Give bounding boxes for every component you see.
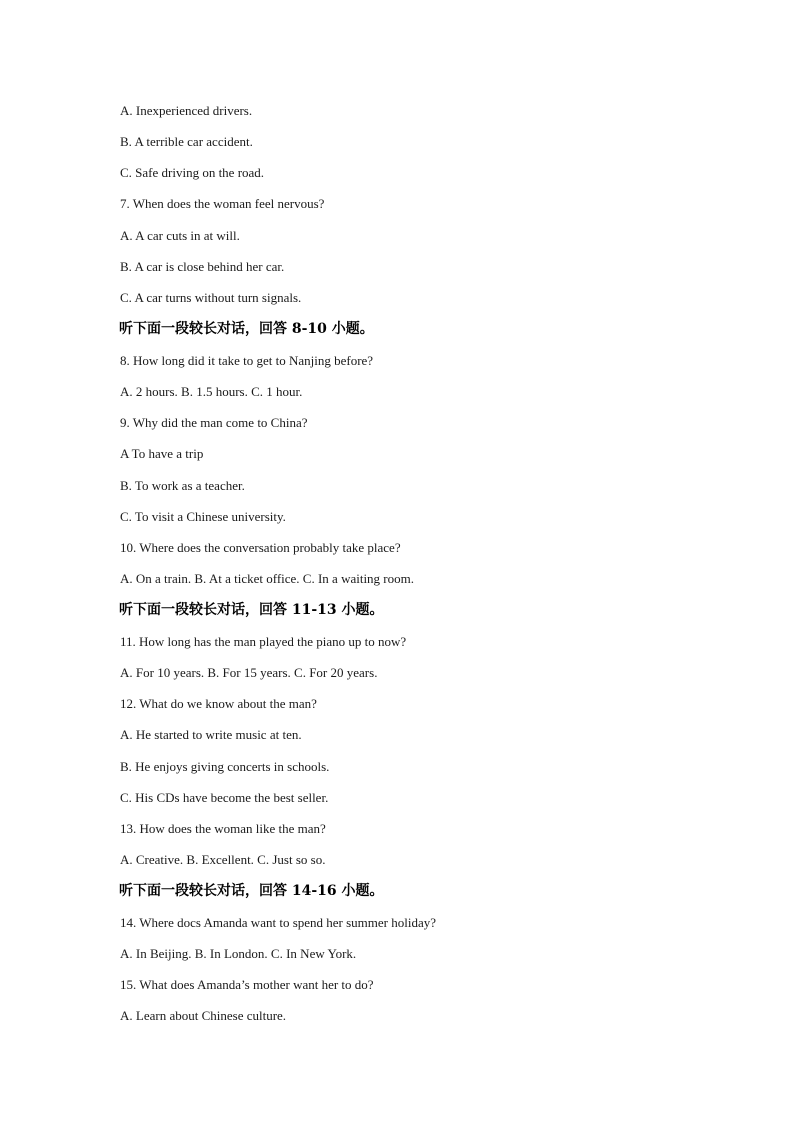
question-line: 10. Where does the conversation probably take place? (120, 540, 401, 555)
question-line: 9. Why did the man come to China? (120, 415, 308, 430)
section-heading: 听下面一段较长对话，回答 14-16 小题。 (119, 883, 384, 899)
question-line: 13. How does the woman like the man? (120, 821, 326, 836)
option-line: A. Learn about Chinese culture. (120, 1008, 287, 1023)
option-line: A To have a trip (120, 446, 204, 461)
option-line: B. He enjoys giving concerts in schools. (120, 759, 330, 774)
option-line: A. 2 hours. B. 1.5 hours. C. 1 hour. (120, 384, 303, 399)
section-heading: 听下面一段较长对话，回答 11-13 小题。 (119, 602, 384, 618)
option-line: C. To visit a Chinese university. (120, 509, 286, 524)
option-line: B. A car is close behind her car. (120, 259, 285, 274)
option-line: C. A car turns without turn signals. (120, 290, 302, 305)
option-line: A. A car cuts in at will. (120, 228, 240, 243)
option-line: A. He started to write music at ten. (120, 727, 302, 742)
option-line: C. His CDs have become the best seller. (120, 790, 329, 805)
question-line: 12. What do we know about the man? (120, 696, 317, 711)
question-line: 15. What does Amanda’s mother want her to do? (120, 977, 374, 992)
question-line: 8. How long did it take to get to Nanjing before? (120, 353, 374, 368)
question-line: 11. How long has the man played the piano up to now? (120, 634, 407, 649)
option-line: C. Safe driving on the road. (120, 165, 265, 180)
option-line: A. Inexperienced drivers. (120, 103, 253, 118)
option-line: A. In Beijing. B. In London. C. In New York. (120, 946, 357, 961)
option-line: A. Creative. B. Excellent. C. Just so so. (120, 852, 326, 867)
question-line: 14. Where docs Amanda want to spend her summer holiday? (120, 915, 437, 930)
section-heading: 听下面一段较长对话，回答 8-10 小题。 (119, 321, 374, 337)
option-line: A. For 10 years. B. For 15 years. C. For 20 years. (120, 665, 378, 680)
question-line: 7. When does the woman feel nervous? (120, 196, 325, 211)
option-line: B. A terrible car accident. (120, 134, 253, 149)
option-line: B. To work as a teacher. (120, 478, 245, 493)
option-line: A. On a train. B. At a ticket office. C. In a waiting room. (120, 571, 414, 586)
